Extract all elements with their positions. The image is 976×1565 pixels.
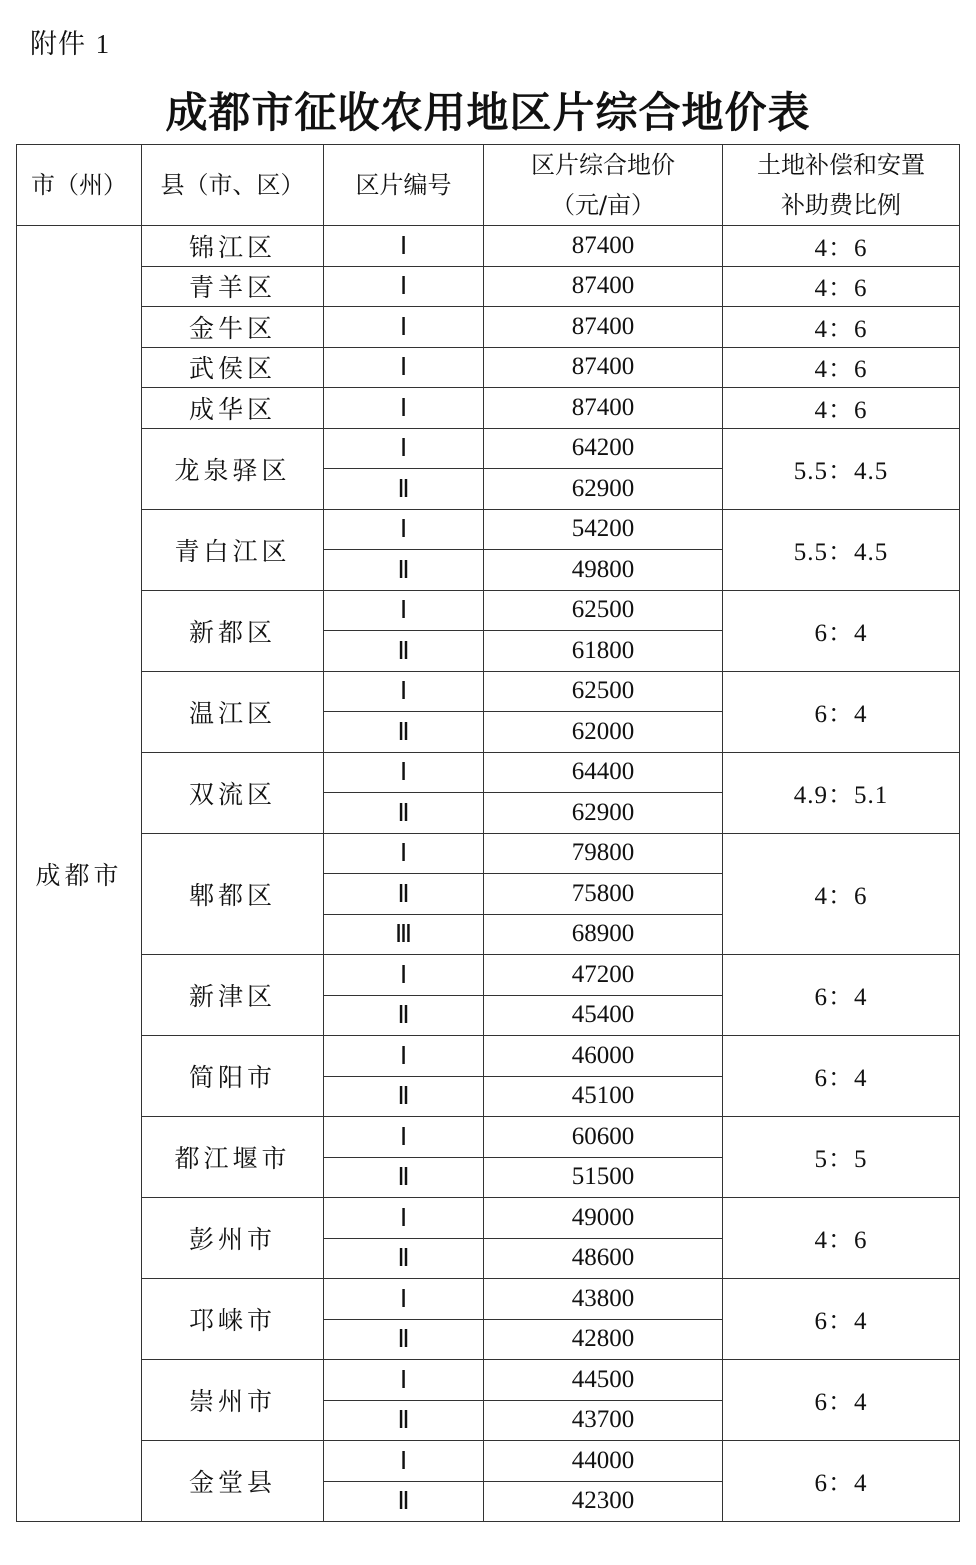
price-cell: 87400 (484, 226, 723, 267)
ratio-cell: 6：4 (723, 590, 960, 671)
header-city: 市（州） (17, 145, 142, 226)
table-row (17, 226, 960, 267)
ratio-cell: 4：6 (723, 347, 960, 388)
ratio-cell: 6：4 (723, 1279, 960, 1360)
ratio-cell: 4：6 (723, 266, 960, 307)
ratio-cell: 6：4 (723, 671, 960, 752)
zone-number-cell: Ⅰ (324, 509, 484, 550)
price-cell: 62000 (484, 712, 723, 753)
price-cell: 43700 (484, 1400, 723, 1441)
county-cell: 青羊区 (142, 266, 324, 307)
table-row (17, 509, 960, 550)
zone-number-cell: Ⅱ (324, 712, 484, 753)
zone-number-cell: Ⅰ (324, 1117, 484, 1158)
price-cell: 68900 (484, 914, 723, 955)
table-row (17, 752, 960, 793)
price-cell: 87400 (484, 307, 723, 348)
table-row (17, 955, 960, 996)
zone-number-cell: Ⅱ (324, 1319, 484, 1360)
price-cell: 60600 (484, 1117, 723, 1158)
table-row (17, 1198, 960, 1239)
ratio-cell: 4.9：5.1 (723, 752, 960, 833)
zone-number-cell: Ⅱ (324, 631, 484, 672)
county-cell: 金堂县 (142, 1441, 324, 1522)
table-row (17, 1036, 960, 1077)
table-row (17, 347, 960, 388)
header-zone-number: 区片编号 (324, 145, 484, 226)
zone-number-cell: Ⅰ (324, 1360, 484, 1401)
price-cell: 62900 (484, 469, 723, 510)
zone-number-cell: Ⅰ (324, 388, 484, 429)
city-cell: 成都市 (17, 226, 142, 1522)
zone-number-cell: Ⅰ (324, 226, 484, 267)
ratio-cell: 4：6 (723, 388, 960, 429)
price-cell: 51500 (484, 1157, 723, 1198)
zone-number-cell: Ⅱ (324, 1238, 484, 1279)
ratio-cell: 6：4 (723, 1036, 960, 1117)
header-ratio-line1: 土地补偿和安置 (757, 151, 925, 179)
county-cell: 成华区 (142, 388, 324, 429)
county-cell: 都江堰市 (142, 1117, 324, 1198)
county-cell: 金牛区 (142, 307, 324, 348)
price-cell: 54200 (484, 509, 723, 550)
table-row (17, 428, 960, 469)
table-row (17, 307, 960, 348)
price-cell: 47200 (484, 955, 723, 996)
zone-number-cell: Ⅰ (324, 1036, 484, 1077)
price-cell: 43800 (484, 1279, 723, 1320)
zone-number-cell: Ⅱ (324, 469, 484, 510)
ratio-cell: 5.5：4.5 (723, 509, 960, 590)
zone-number-cell: Ⅰ (324, 347, 484, 388)
price-cell: 87400 (484, 266, 723, 307)
header-price-unit: （元/亩） (550, 191, 656, 219)
county-cell: 武侯区 (142, 347, 324, 388)
zone-number-cell: Ⅰ (324, 266, 484, 307)
header-row (17, 145, 960, 226)
table-row (17, 1117, 960, 1158)
zone-number-cell: Ⅱ (324, 874, 484, 915)
zone-number-cell: Ⅱ (324, 1157, 484, 1198)
county-cell: 龙泉驿区 (142, 428, 324, 509)
price-cell: 87400 (484, 347, 723, 388)
price-cell: 87400 (484, 388, 723, 429)
price-cell: 44000 (484, 1441, 723, 1482)
zone-number-cell: Ⅲ (324, 914, 484, 955)
table-row (17, 1279, 960, 1320)
county-cell: 崇州市 (142, 1360, 324, 1441)
attachment-number: 1 (95, 29, 111, 59)
price-cell: 62500 (484, 671, 723, 712)
zone-number-cell: Ⅰ (324, 1198, 484, 1239)
price-cell: 45400 (484, 995, 723, 1036)
price-cell: 48600 (484, 1238, 723, 1279)
county-cell: 双流区 (142, 752, 324, 833)
document-title: 成都市征收农用地区片综合地价表 (165, 88, 811, 137)
table-body (17, 226, 960, 1522)
table-row (17, 833, 960, 874)
county-cell: 邛崃市 (142, 1279, 324, 1360)
price-cell: 44500 (484, 1360, 723, 1401)
zone-number-cell: Ⅱ (324, 1481, 484, 1522)
header-ratio-line2: 补助费比例 (781, 191, 901, 219)
county-cell: 新都区 (142, 590, 324, 671)
table-row (17, 590, 960, 631)
table-row (17, 266, 960, 307)
zone-number-cell: Ⅰ (324, 428, 484, 469)
price-cell: 61800 (484, 631, 723, 672)
ratio-cell: 4：6 (723, 307, 960, 348)
county-cell: 新津区 (142, 955, 324, 1036)
zone-number-cell: Ⅰ (324, 590, 484, 631)
zone-number-cell: Ⅰ (324, 955, 484, 996)
zone-number-cell: Ⅰ (324, 1441, 484, 1482)
county-cell: 简阳市 (142, 1036, 324, 1117)
price-cell: 42800 (484, 1319, 723, 1360)
zone-number-cell: Ⅰ (324, 752, 484, 793)
header-county: 县（市、区） (142, 145, 324, 226)
table-row (17, 671, 960, 712)
header-price (484, 145, 723, 226)
ratio-cell: 4：6 (723, 226, 960, 267)
ratio-cell: 6：4 (723, 955, 960, 1036)
ratio-cell: 6：4 (723, 1441, 960, 1522)
ratio-cell: 4：6 (723, 833, 960, 955)
price-cell: 79800 (484, 833, 723, 874)
county-cell: 郫都区 (142, 833, 324, 955)
county-cell: 青白江区 (142, 509, 324, 590)
price-cell: 45100 (484, 1076, 723, 1117)
table-row (17, 388, 960, 429)
attachment-label (30, 22, 110, 61)
zone-number-cell: Ⅱ (324, 995, 484, 1036)
price-cell: 49000 (484, 1198, 723, 1239)
zone-number-cell: Ⅱ (324, 550, 484, 591)
zone-number-cell: Ⅱ (324, 1400, 484, 1441)
price-cell: 75800 (484, 874, 723, 915)
zone-number-cell: Ⅰ (324, 307, 484, 348)
table-row (17, 1360, 960, 1401)
zone-number-cell: Ⅰ (324, 1279, 484, 1320)
header-price-line1: 区片综合地价 (531, 151, 675, 179)
ratio-cell: 5：5 (723, 1117, 960, 1198)
zone-number-cell: Ⅰ (324, 671, 484, 712)
price-cell: 64200 (484, 428, 723, 469)
price-cell: 46000 (484, 1036, 723, 1077)
zone-number-cell: Ⅱ (324, 793, 484, 834)
price-cell: 42300 (484, 1481, 723, 1522)
land-price-table (16, 144, 960, 1522)
attachment-label-text: 附件 (30, 29, 86, 60)
price-cell: 62500 (484, 590, 723, 631)
ratio-cell: 4：6 (723, 1198, 960, 1279)
price-cell: 49800 (484, 550, 723, 591)
ratio-cell: 6：4 (723, 1360, 960, 1441)
county-cell: 锦江区 (142, 226, 324, 267)
county-cell: 温江区 (142, 671, 324, 752)
price-cell: 64400 (484, 752, 723, 793)
table-row (17, 1441, 960, 1482)
zone-number-cell: Ⅱ (324, 1076, 484, 1117)
zone-number-cell: Ⅰ (324, 833, 484, 874)
county-cell: 彭州市 (142, 1198, 324, 1279)
ratio-cell: 5.5：4.5 (723, 428, 960, 509)
header-ratio (723, 145, 960, 226)
price-cell: 62900 (484, 793, 723, 834)
